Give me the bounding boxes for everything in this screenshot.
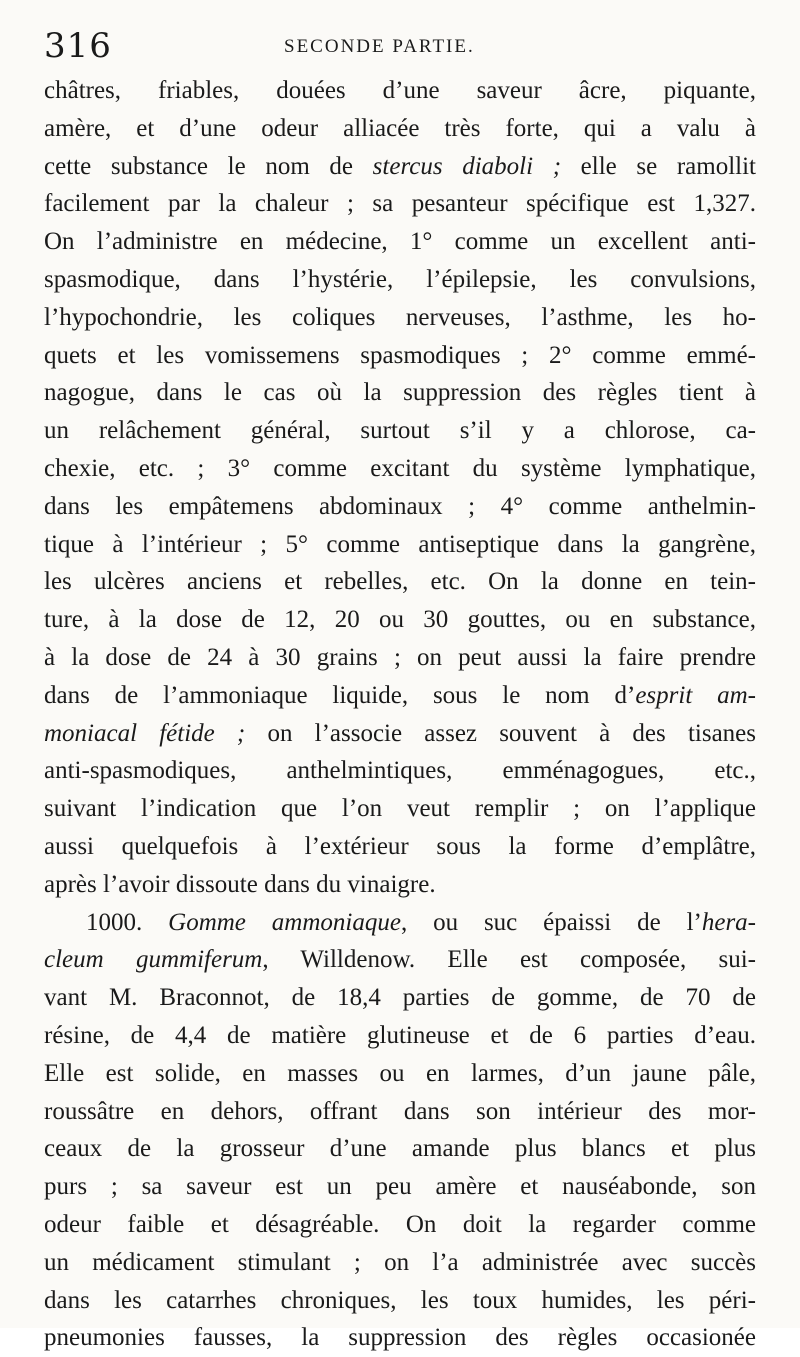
text-segment: , Willdenow. Elle est composée, sui- [262, 946, 756, 974]
text-line [44, 1244, 756, 1282]
page-number: 316 [44, 26, 112, 66]
text-segment: odeur faible et désagréable. On doit la regarder comme [44, 1210, 756, 1238]
text-segment: cette substance le nom de [44, 152, 373, 180]
text-segment: On l’administre en médecine, 1° comme un excellent anti- [44, 228, 756, 256]
italic-text: cleum gummiferum [44, 946, 263, 974]
text-line [44, 677, 756, 715]
text-segment: aussi quelquefois à l’extérieur sous la forme d’emplâtre, [44, 832, 756, 860]
text-line [44, 790, 756, 828]
text-segment: nagogue, dans le cas où la suppression des règles tient à [44, 379, 756, 407]
italic-text: stercus diaboli ; [372, 152, 562, 180]
text-segment: un médicament stimulant ; on l’a administrée avec succès [44, 1248, 756, 1276]
text-segment: pneumonies fausses, la suppression des règles occasionée [44, 1324, 756, 1352]
text-segment: suivant l’indication que l’on veut remplir ; on l’applique [44, 795, 756, 823]
text-segment: résine, de 4,4 de matière glutineuse et de 6 parties d’eau. [44, 1021, 756, 1049]
text-line [44, 261, 756, 299]
page-header [44, 22, 784, 70]
text-line [44, 299, 756, 337]
text-segment: châtres, friables, douées d’une saveur âcre, piquante, [44, 77, 756, 104]
text-line [44, 1017, 756, 1055]
text-line [44, 337, 756, 375]
italic-text: Gomme ammoniaque [168, 908, 401, 936]
text-line [44, 715, 756, 753]
text-segment: à la dose de 24 à 30 grains ; on peut aussi la faire prendre [44, 643, 756, 671]
text-segment: roussâtre en dehors, offrant dans son intérieur des mor- [44, 1097, 756, 1125]
text-segment: 1000. [86, 908, 169, 936]
text-segment: purs ; sa saveur est un peu amère et nauséabonde, son [44, 1173, 756, 1201]
text-segment: facilement par la chaleur ; sa pesanteur spécifique est 1,327. [44, 190, 756, 218]
text-segment: spasmodique, dans l’hystérie, l’épilepsie, les convulsions, [44, 265, 756, 293]
text-segment: vant M. Braconnot, de 18,4 parties de gomme, de 70 de [44, 984, 756, 1012]
text-segment: après l’avoir dissoute dans du vinaigre. [44, 870, 436, 898]
text-line [44, 185, 756, 223]
text-line [44, 1130, 756, 1168]
text-segment: , ou suc épaissi de l’ [400, 908, 702, 936]
text-segment: tique à l’intérieur ; 5° comme antiseptique dans la gangrène, [44, 530, 756, 558]
text-line [44, 526, 756, 564]
text-segment: les ulcères anciens et rebelles, etc. On la donne en tein- [44, 568, 756, 596]
text-line [44, 72, 756, 110]
text-line [44, 1206, 756, 1244]
italic-text: hera- [701, 908, 756, 936]
text-line [44, 1319, 756, 1357]
text-line [44, 1093, 756, 1131]
text-line [44, 1055, 756, 1093]
text-segment: on l’associe assez souvent à des tisanes [245, 719, 756, 747]
text-line [44, 412, 756, 450]
text-line [44, 941, 756, 979]
text-segment: un relâchement général, surtout s’il y a chlorose, ca- [44, 417, 756, 445]
italic-text: moniacal fétide ; [44, 719, 246, 747]
text-line [44, 148, 756, 186]
text-line [44, 639, 756, 677]
text-line [44, 752, 756, 790]
text-segment: chexie, etc. ; 3° comme excitant du système lymphatique, [44, 454, 756, 482]
text-line [44, 223, 756, 261]
text-segment: dans les catarrhes chroniques, les toux humides, les péri- [44, 1286, 756, 1314]
running-head: SECONDE PARTIE. [284, 36, 475, 57]
text-segment: ceaux de la grosseur d’une amande plus blancs et plus [44, 1135, 756, 1163]
text-segment: Elle est solide, en masses ou en larmes, d’un jaune pâle, [44, 1059, 756, 1087]
text-line [44, 601, 756, 639]
text-segment: amère, et d’une odeur alliacée très forte, qui a valu à [44, 114, 756, 142]
body-text [44, 72, 756, 1357]
text-segment: l’hypochondrie, les coliques nerveuses, l’asthme, les ho- [44, 303, 756, 331]
text-line [44, 979, 756, 1017]
text-segment: dans de l’ammoniaque liquide, sous le nom d’ [44, 681, 636, 709]
text-segment: quets et les vomissemens spasmodiques ; 2° comme emmé- [44, 341, 756, 369]
text-line [44, 1168, 756, 1206]
text-line [44, 450, 756, 488]
text-segment: elle se ramollit [561, 152, 756, 180]
text-line [44, 904, 756, 942]
text-segment: ture, à la dose de 12, 20 ou 30 gouttes, ou en substance, [44, 606, 756, 634]
text-line [44, 110, 756, 148]
text-line [44, 1282, 756, 1320]
text-line [44, 828, 756, 866]
text-line [44, 374, 756, 412]
italic-text: esprit am- [635, 681, 756, 709]
text-segment: dans les empâtemens abdominaux ; 4° comme anthelmin- [44, 492, 756, 520]
text-line [44, 866, 756, 904]
text-segment: anti-spasmodiques, anthelmintiques, emménagogues, etc., [44, 757, 756, 785]
text-line [44, 488, 756, 526]
text-line [44, 563, 756, 601]
